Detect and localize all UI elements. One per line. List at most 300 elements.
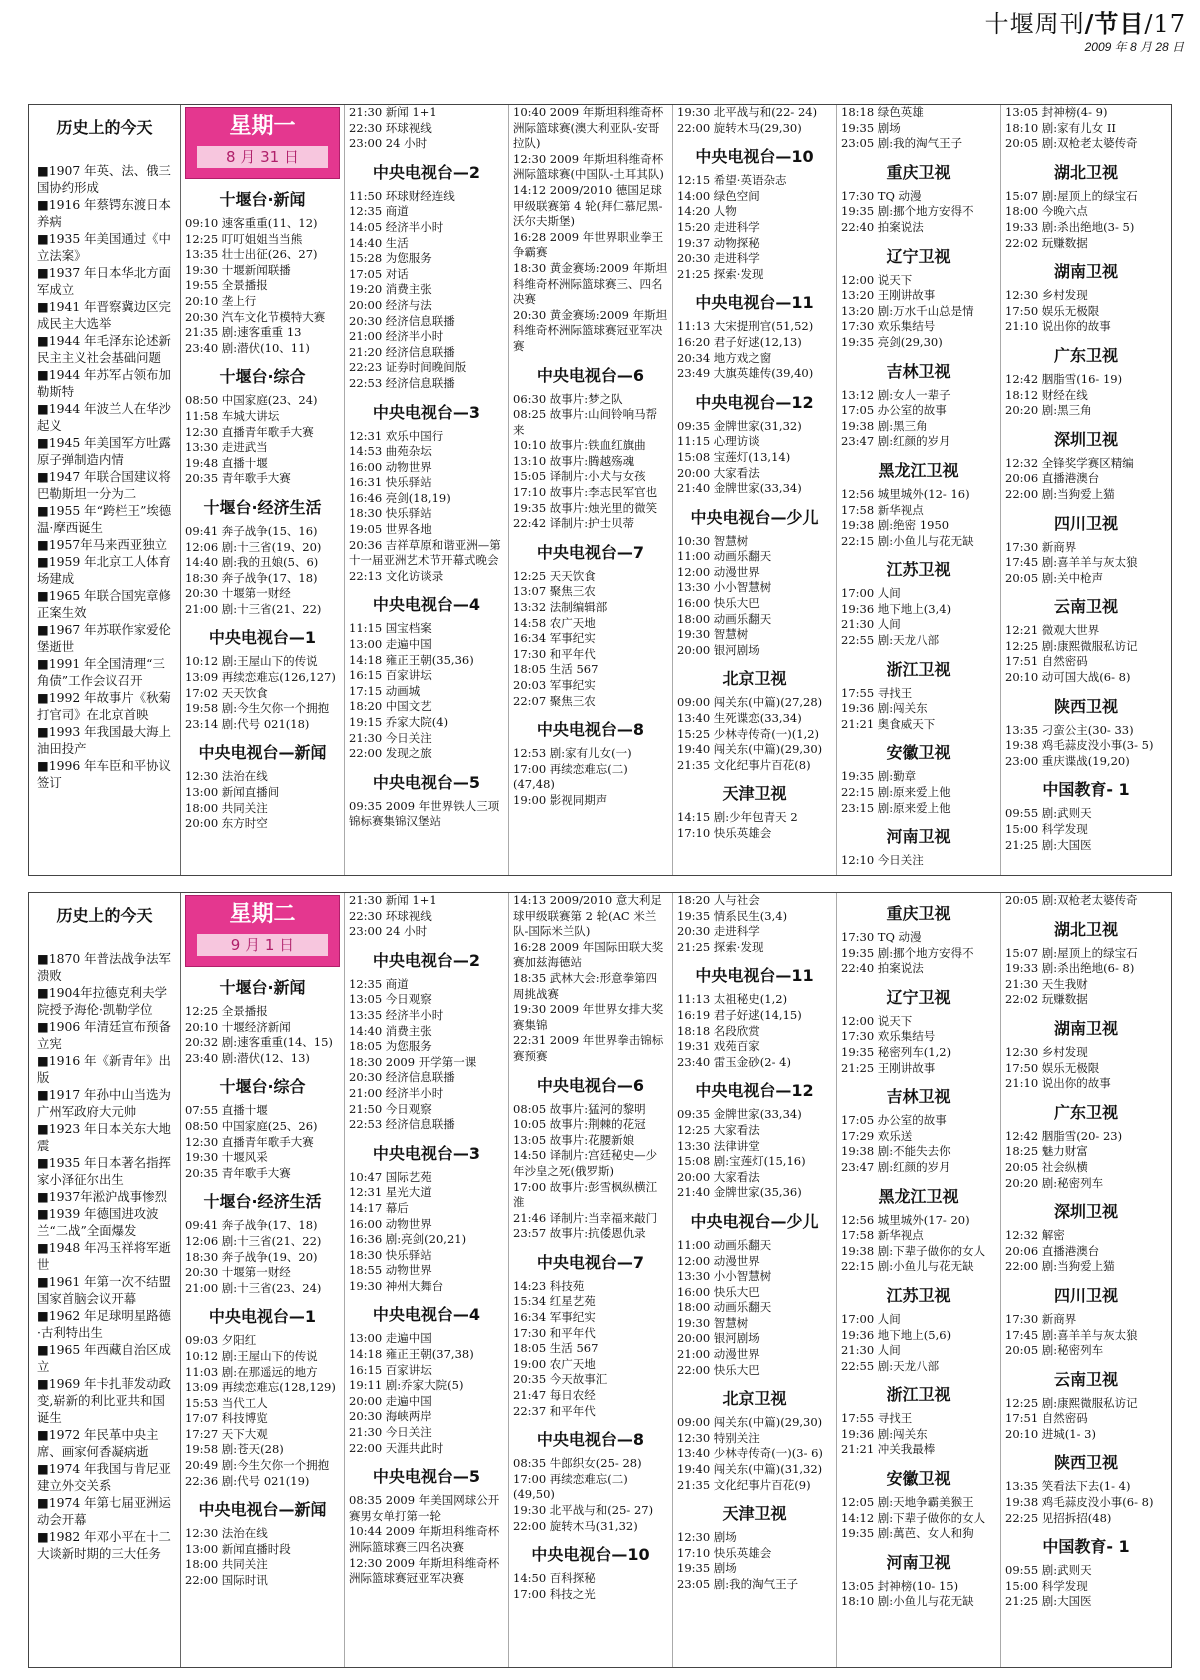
program-listing: 20:05 剧:双枪老太婆传奇 <box>1005 893 1138 907</box>
program-listing: 13:40 生死谍恋(33,34) <box>677 711 802 726</box>
program-listing: 12:15 希望·英语杂志 <box>677 173 787 188</box>
program-listing: 18:00 今晚六点 <box>1005 204 1088 219</box>
program-listing: 23:49 大旗英雄传(39,40) <box>677 366 814 381</box>
program-listing: 14:40 剧:我的丑娘(5、6) <box>185 555 319 570</box>
program-listing: 18:05 为您服务 <box>349 1039 432 1054</box>
history-item: ■1944 年苏军占领布加勒斯特 <box>37 367 171 399</box>
program-listing: 12:00 动漫世界 <box>677 1253 760 1268</box>
channel-heading: 中央电视台—4 <box>372 595 481 615</box>
program-listing: 19:38 鸡毛蒜皮没小事(3- 5) <box>1005 738 1154 753</box>
program-listing: 19:11 剧:乔家大院(5) <box>349 1378 464 1393</box>
history-item: ■1945 年美国军方吐露原子弹制造内情 <box>37 435 171 467</box>
history-item: ■1944 年毛泽东论述新民主主义社会基础问题 <box>37 333 171 365</box>
program-listing: 15:00 科学发现 <box>1005 822 1088 837</box>
program-listing: 22:00 剧:当狗爱上猫 <box>1005 1259 1115 1274</box>
program-listing: 20:20 剧:秘密列车 <box>1005 1175 1104 1190</box>
history-item: ■1947 年联合国建议将巴勒斯坦一分为二 <box>37 469 171 501</box>
program-listing: 18:30 快乐驿站 <box>349 506 432 521</box>
program-listing: 21:20 经济信息联播 <box>349 344 455 359</box>
program-listing: 20:35 青年歌手大赛 <box>185 471 291 486</box>
weekday-label: 星期一 <box>229 114 296 139</box>
schedule-column <box>181 105 345 875</box>
program-listing: 21:35 文化纪事片百花(9) <box>677 1477 811 1492</box>
program-listing: 14:18 雍正王朝(35,36) <box>349 652 474 667</box>
program-listing: 17:30 新商界 <box>1005 1311 1077 1326</box>
history-item: ■1937年淞沪战事惨烈 <box>37 1189 167 1204</box>
program-listing: 22:25 见招拆招(48) <box>1005 1510 1112 1525</box>
program-listing: 10:12 剧:王屋山下的传说 <box>185 1348 318 1363</box>
channel-heading: 辽宁卫视 <box>886 987 951 1007</box>
program-listing: 19:30 北平战与和(25- 27) <box>513 1503 654 1517</box>
channel-heading: 中央电视台—12 <box>695 392 814 412</box>
program-listing: 22:00 国际时讯 <box>185 1573 268 1588</box>
program-listing: 14:00 绿色空间 <box>677 188 760 203</box>
program-listing: 19:38 剧:不能失去你 <box>841 1144 951 1159</box>
weekday-label: 星期二 <box>229 902 296 927</box>
program-listing: 13:20 剧:万水千山总是情 <box>841 303 974 318</box>
program-listing: 17:58 新华视点 <box>841 1228 924 1243</box>
program-listing: 09:55 剧:武则天 <box>1005 806 1092 821</box>
program-listing: 18:00 共同关注 <box>185 800 268 815</box>
program-listing: 10:30 智慧树 <box>677 533 749 548</box>
program-listing: 15:05 译制片:小犬与女孩 <box>513 469 646 484</box>
program-listing: 18:20 中国文艺 <box>349 699 432 714</box>
paper-name: 十堰周刊 <box>984 10 1085 38</box>
schedule-column <box>345 893 509 1667</box>
program-listing: 19:48 直播十堰 <box>185 455 268 470</box>
program-listing: 17:00 人间 <box>841 1311 901 1326</box>
history-item: ■1939 年德国进攻波兰“二战”全面爆发 <box>37 1206 159 1238</box>
program-listing: 19:35 剧场 <box>677 1561 737 1576</box>
program-listing: 11:15 心理访谈 <box>677 434 760 449</box>
program-listing: 21:46 译制片:当幸福来敲门 <box>513 1210 658 1225</box>
program-listing: 19:30 智慧树 <box>677 1315 749 1330</box>
program-listing: 14:50 百科探秘 <box>513 1571 596 1586</box>
program-listing: 23:40 雷玉金砂(2- 4) <box>677 1054 791 1069</box>
program-listing: 19:00 农广天地 <box>513 1356 596 1371</box>
program-listing: 21:00 剧:十三省(23、24) <box>185 1280 322 1295</box>
history-item: ■1917 年孙中山当选为广州军政府大元帅 <box>37 1087 171 1119</box>
program-listing: 23:57 故事片:抗倭恩仇录 <box>513 1226 646 1241</box>
program-listing: 11:00 动画乐翻天 <box>677 549 772 564</box>
program-listing: 09:35 金牌世家(33,34) <box>677 1107 802 1122</box>
history-item: ■1944 年波兰人在华沙起义 <box>37 401 171 433</box>
program-listing: 19:30 2009 年世界女排大奖赛集锦 <box>513 1002 664 1032</box>
program-listing: 17:30 欢乐集结号 <box>841 1029 936 1044</box>
program-listing: 10:10 故事片:铁血红旗曲 <box>513 438 646 453</box>
program-listing: 23:40 剧:潜伏(10、11) <box>185 340 310 355</box>
program-listing: 12:42 胭脂雪(20- 23) <box>1005 1128 1123 1143</box>
program-listing: 18:55 动物世界 <box>349 1263 432 1278</box>
program-listing: 17:27 天下大观 <box>185 1426 268 1441</box>
program-listing: 20:30 走进科学 <box>677 924 760 939</box>
program-listing: 17:50 娱乐无极限 <box>1005 303 1100 318</box>
day-badge <box>185 895 340 967</box>
program-listing: 16:46 亮剑(18,19) <box>349 490 451 505</box>
program-listing: 13:07 聚焦三农 <box>513 584 596 599</box>
program-listing: 15:20 走进科学 <box>677 219 760 234</box>
program-listing: 12:21 微观大世界 <box>1005 623 1100 638</box>
program-listing: 09:35 金牌世家(31,32) <box>677 418 802 433</box>
program-listing: 20:00 大家看法 <box>677 465 760 480</box>
program-listing: 22:55 剧:天龙八部 <box>841 633 940 648</box>
program-listing: 18:20 人与社会 <box>677 893 760 907</box>
program-listing: 10:05 故事片:荆棘的花冠 <box>513 1117 646 1132</box>
history-item: ■1916 年蔡锷东渡日本养病 <box>37 197 171 229</box>
history-item: ■1969 年卡扎菲发动政变,崭新的利比亚共和国诞生 <box>37 1376 171 1425</box>
program-listing: 12:30 乡村发现 <box>1005 288 1088 303</box>
program-listing: 10:40 2009 年斯坦科维奇杯洲际篮球赛(澳大利亚队-安哥拉队) <box>513 105 664 151</box>
program-listing: 19:38 鸡毛蒜皮没小事(6- 8) <box>1005 1495 1154 1510</box>
program-listing: 13:30 小小智慧树 <box>677 580 772 595</box>
program-listing: 20:03 军事纪实 <box>513 678 596 692</box>
program-listing: 19:33 剧:杀出绝地(3- 5) <box>1005 219 1135 234</box>
channel-heading: 中央电视台—2 <box>372 162 481 182</box>
program-listing: 13:35 刁蛮公主(30- 33) <box>1005 722 1134 737</box>
program-listing: 13:12 剧:女人一辈子 <box>841 387 951 402</box>
program-listing: 10:12 剧:王屋山下的传说 <box>185 654 318 669</box>
program-listing: 17:10 故事片:李志民军官也 <box>513 485 658 500</box>
program-listing: 22:30 环球视线 <box>349 908 432 923</box>
program-listing: 14:50 译制片:宫廷秘史—少年沙皇之死(俄罗斯) <box>513 1148 658 1178</box>
program-listing: 14:40 消费主张 <box>349 1023 432 1038</box>
program-listing: 12:10 今日关注 <box>841 853 924 868</box>
program-listing: 13:00 走遍中国 <box>349 637 432 652</box>
program-listing: 20:00 大家看法 <box>677 1169 760 1184</box>
program-listing: 23:47 剧:红颜的岁月 <box>841 1159 951 1174</box>
channel-heading: 中央电视台—1 <box>208 628 317 648</box>
program-listing: 12:32 全锋奖学赛区精编 <box>1005 455 1134 470</box>
program-listing: 20:49 剧:今生欠你一个拥抱 <box>185 1458 330 1473</box>
program-listing: 12:00 动漫世界 <box>677 564 760 579</box>
channel-heading: 重庆卫视 <box>886 904 951 923</box>
program-listing: 13:32 法制编辑部 <box>513 600 608 615</box>
channel-heading: 中央电视台—4 <box>372 1305 481 1325</box>
program-listing: 12:06 剧:十三省(19、20) <box>185 539 322 554</box>
program-listing: 10:47 国际艺苑 <box>349 1169 432 1184</box>
program-listing: 22:15 剧:原来爱上他 <box>841 785 951 800</box>
program-listing: 21:00 经济半小时 <box>349 329 444 344</box>
program-listing: 15:34 红星艺苑 <box>513 1294 596 1309</box>
program-listing: 16:31 快乐驿站 <box>349 475 432 490</box>
channel-heading: 湖南卫视 <box>1053 1018 1118 1038</box>
program-listing: 19:35 剧:勤章 <box>841 769 917 784</box>
program-listing: 17:55 寻找王 <box>841 1411 913 1426</box>
program-listing: 16:34 军事纪实 <box>513 631 596 646</box>
program-listing: 16:36 剧:亮剑(20,21) <box>349 1232 467 1247</box>
program-listing: 12:30 剧场 <box>677 1530 737 1545</box>
program-listing: 19:05 世界各地 <box>349 522 432 537</box>
page-header <box>0 0 1200 60</box>
program-listing: 17:55 寻找王 <box>841 685 913 700</box>
program-listing: 11:13 大宋提刑官(51,52) <box>677 319 814 334</box>
program-listing: 22:36 剧:代号 021(19) <box>185 1473 310 1488</box>
program-listing: 14:53 曲苑杂坛 <box>349 444 432 459</box>
program-listing: 23:00 24 小时 <box>349 924 428 939</box>
program-listing: 12:25 叮叮姐姐当当熊 <box>185 231 303 246</box>
program-listing: 12:00 说天下 <box>841 1013 913 1028</box>
program-listing: 19:35 秘密列车(1,2) <box>841 1044 952 1059</box>
program-listing: 18:05 生活 567 <box>513 1341 599 1356</box>
history-item: ■1935 年美国通过《中立法案》 <box>37 231 171 263</box>
schedule-section-tuesday <box>28 892 1172 1668</box>
program-listing: 20:32 剧:速客重重(14、15) <box>185 1035 333 1050</box>
program-listing: 20:36 吉祥草原和谐亚洲—第十一届亚洲艺术节开幕式晚会 <box>349 537 501 568</box>
channel-heading: 中央电视台—12 <box>695 1081 814 1101</box>
program-listing: 08:50 中国家庭(25、26) <box>185 1118 318 1133</box>
program-listing: 18:10 剧:小鱼儿与花无缺 <box>841 1594 974 1609</box>
channel-heading: 中央电视台—7 <box>536 542 645 562</box>
program-listing: 21:30 今日关注 <box>349 1425 432 1440</box>
program-listing: 18:30 快乐驿站 <box>349 1247 432 1262</box>
channel-heading: 湖北卫视 <box>1053 162 1118 182</box>
program-listing: 22:02 玩赚数据 <box>1005 235 1088 250</box>
program-listing: 17:02 天天饮食 <box>185 685 268 700</box>
program-listing: 16:15 百家讲坛 <box>349 1362 432 1377</box>
program-listing: 19:35 故事片:烛光里的微笑 <box>513 500 658 515</box>
history-item: ■1991 年全国清理“三角债”工作会议召开 <box>37 656 165 688</box>
program-listing: 12:30 2009 年斯坦科维奇杯洲际篮球赛冠亚军决赛 <box>349 1555 500 1586</box>
channel-heading: 中国教育- 1 <box>1042 780 1130 800</box>
channel-heading: 中央电视台—1 <box>208 1307 317 1327</box>
program-listing: 19:35 剧:挪个地方安得不 <box>841 945 974 960</box>
program-listing: 19:40 闯关东(中篇)(31,32) <box>677 1462 823 1477</box>
program-listing: 23:05 剧:我的淘气王子 <box>677 1577 799 1591</box>
program-listing: 17:15 动画城 <box>349 683 421 698</box>
program-listing: 19:40 闯关东(中篇)(29,30) <box>677 742 823 757</box>
program-listing: 17:30 和平年代 <box>513 1325 596 1340</box>
program-listing: 19:37 动物探秘 <box>677 235 760 250</box>
program-listing: 17:00 再续恋难忘(二)(47,48) <box>513 761 628 792</box>
program-listing: 22:23 证券时间晚间版 <box>349 360 467 375</box>
day-date-label: 8 月 31 日 <box>197 146 329 168</box>
program-listing: 06:30 故事片:梦之队 <box>513 391 623 406</box>
history-item: ■1948 年冯玉祥将军逝世 <box>37 1240 171 1272</box>
program-listing: 18:30 奔子战争(17、18) <box>185 570 318 585</box>
channel-heading: 黑龙江卫视 <box>878 1186 959 1206</box>
program-listing: 12:25 剧:康熙微服私访记 <box>1005 1395 1138 1410</box>
program-listing: 22:00 发现之旅 <box>349 746 432 761</box>
channel-heading: 十堰台·新闻 <box>219 978 306 997</box>
program-listing: 17:58 新华视点 <box>841 502 924 517</box>
program-listing: 19:30 北平战与和(22- 24) <box>677 105 818 119</box>
program-listing: 21:30 天生我财 <box>1005 976 1088 991</box>
program-listing: 12:30 特别关注 <box>677 1430 760 1445</box>
program-listing: 21:25 探索·发现 <box>677 939 764 954</box>
program-listing: 21:40 金牌世家(33,34) <box>677 481 802 496</box>
program-listing: 17:29 欢乐送 <box>841 1128 913 1143</box>
program-listing: 14:12 2009/2010 德国足球甲级联赛第 4 轮(拜仁慕尼黑-沃尔夫斯堡) <box>513 182 663 229</box>
channel-heading: 中央电视台—3 <box>372 402 481 422</box>
program-listing: 09:55 剧:武则天 <box>1005 1563 1092 1578</box>
schedule-column <box>509 893 673 1667</box>
program-listing: 19:35 亮剑(29,30) <box>841 334 943 349</box>
program-listing: 20:05 社会纵横 <box>1005 1159 1088 1174</box>
program-listing: 15:08 宝莲灯(13,14) <box>677 449 791 464</box>
program-listing: 13:35 壮士出征(26、27) <box>185 247 318 262</box>
program-listing: 16:00 动物世界 <box>349 1216 432 1231</box>
program-listing: 17:30 新商界 <box>1005 539 1077 554</box>
program-listing: 13:30 走进武当 <box>185 440 268 455</box>
channel-heading: 天津卫视 <box>722 784 787 804</box>
program-listing: 23:00 24 小时 <box>349 136 428 151</box>
program-listing: 20:34 地方戏之窗 <box>677 350 772 365</box>
channel-heading: 云南卫视 <box>1053 597 1118 617</box>
program-listing: 13:09 再续恋难忘(128,129) <box>185 1380 336 1395</box>
channel-heading: 中央电视台—少儿 <box>690 507 819 527</box>
program-listing: 07:55 直播十堰 <box>185 1103 268 1118</box>
program-listing: 18:12 财经在线 <box>1005 387 1088 402</box>
channel-heading: 吉林卫视 <box>886 1087 951 1107</box>
program-listing: 19:33 剧:杀出绝地(6- 8) <box>1005 961 1135 976</box>
program-listing: 13:00 新闻直播间 <box>185 785 280 800</box>
issue-date: 2009 年 8 月 28 日 <box>1084 40 1184 54</box>
program-listing: 20:06 直播港澳台 <box>1005 471 1100 486</box>
history-panel <box>29 893 181 1667</box>
program-listing: 13:05 今日观察 <box>349 992 432 1007</box>
channel-heading: 广东卫视 <box>1053 345 1118 365</box>
program-listing: 13:30 小小智慧树 <box>677 1269 772 1284</box>
program-listing: 20:20 剧:黑三角 <box>1005 403 1092 418</box>
program-listing: 23:47 剧:红颜的岁月 <box>841 434 951 449</box>
program-listing: 19:30 神州大舞台 <box>349 1278 444 1293</box>
program-listing: 12:30 法治在线 <box>185 769 268 784</box>
history-item: ■1965 年西藏自治区成立 <box>37 1342 171 1374</box>
program-listing: 12:30 2009 年斯坦科维奇杯洲际篮球赛(中国队-土耳其队) <box>513 151 664 182</box>
channel-heading: 湖北卫视 <box>1053 919 1118 939</box>
program-listing: 19:38 剧:下辈子做你的女人 <box>841 1243 986 1258</box>
program-listing: 12:35 商道 <box>349 976 409 991</box>
header-title: 十堰周刊/节目/17 <box>984 9 1186 38</box>
program-listing: 18:30 黄金赛场:2009 年斯坦科维奇杯洲际篮球赛三、四名决赛 <box>513 260 668 307</box>
program-listing: 21:00 剧:十三省(21、22) <box>185 601 322 616</box>
program-listing: 20:30 十堰第一财经 <box>185 586 291 601</box>
program-listing: 23:40 剧:潜伏(12、13) <box>185 1050 310 1065</box>
program-listing: 12:00 说天下 <box>841 272 913 287</box>
program-listing: 19:36 剧:闯关东 <box>841 701 928 716</box>
program-listing: 11:03 剧:在那遥远的地方 <box>185 1364 318 1379</box>
program-listing: 08:05 故事片:猛河的黎明 <box>513 1101 646 1116</box>
program-listing: 12:31 星光大道 <box>349 1185 432 1200</box>
history-item: ■1907 年英、法、俄三国协约形成 <box>37 163 171 195</box>
channel-heading: 中央电视台—5 <box>372 772 481 792</box>
channel-heading: 十堰台·经济生活 <box>203 1192 322 1212</box>
history-item: ■1906 年清廷宣布预备立宪 <box>37 1019 171 1051</box>
program-listing: 17:51 自然密码 <box>1005 654 1088 669</box>
program-listing: 13:05 故事片:花腰新娘 <box>513 1132 635 1147</box>
channel-heading: 深圳卫视 <box>1053 429 1118 449</box>
program-listing: 14:05 经济半小时 <box>349 219 444 234</box>
program-listing: 08:50 中国家庭(23、24) <box>185 393 318 408</box>
program-listing: 22:13 文化访谈录 <box>349 568 444 583</box>
history-item: ■1992 年故事片《秋菊打官司》在北京首映 <box>37 690 171 722</box>
program-listing: 20:00 走遍中国 <box>349 1393 432 1408</box>
program-listing: 18:10 剧:家有儿女 II <box>1005 120 1116 135</box>
history-item: ■1957年马来西亚独立 <box>37 537 167 552</box>
program-listing: 20:30 十堰第一财经 <box>185 1265 291 1280</box>
program-listing: 18:18 绿色英雄 <box>841 105 924 119</box>
program-listing: 21:30 今日关注 <box>349 730 432 745</box>
program-listing: 20:00 银河剧场 <box>677 642 760 657</box>
history-title: 历史上的今天 <box>56 906 153 925</box>
program-listing: 22:15 剧:小鱼儿与花无缺 <box>841 1259 974 1274</box>
program-listing: 21:00 动漫世界 <box>677 1347 760 1362</box>
program-listing: 18:25 魅力财富 <box>1005 1144 1088 1159</box>
program-listing: 13:09 再续恋难忘(126,127) <box>185 670 336 685</box>
program-listing: 19:36 剧:闯关东 <box>841 1426 928 1441</box>
program-listing: 17:51 自然密码 <box>1005 1411 1088 1426</box>
program-listing: 22:40 拍案说法 <box>841 219 924 234</box>
program-listing: 19:30 十堰风采 <box>185 1150 268 1165</box>
program-listing: 16:28 2009 年国际田联大奖赛加兹海德站 <box>513 939 664 970</box>
history-item: ■1941 年晋察冀边区完成民主大选举 <box>37 299 171 331</box>
program-listing: 11:13 太祖秘史(1,2) <box>677 992 788 1007</box>
channel-heading: 中央电视台—新闻 <box>198 743 327 763</box>
program-listing: 19:58 剧:今生欠你一个拥抱 <box>185 701 330 716</box>
program-listing: 20:05 剧:关中枪声 <box>1005 570 1104 585</box>
program-listing: 22:00 快乐大巴 <box>677 1362 760 1377</box>
program-listing: 14:40 生活 <box>349 235 409 250</box>
program-listing: 19:20 消费主张 <box>349 282 432 297</box>
program-listing: 14:18 雍正王朝(37,38) <box>349 1347 474 1362</box>
channel-heading: 中央电视台—5 <box>372 1467 481 1487</box>
program-listing: 15:25 少林寺传奇(一)(1,2) <box>677 726 820 741</box>
program-listing: 22:37 和平年代 <box>513 1403 596 1418</box>
channel-heading: 深圳卫视 <box>1053 1202 1118 1222</box>
program-listing: 22:02 玩赚数据 <box>1005 992 1088 1007</box>
history-panel <box>29 105 181 875</box>
program-listing: 15:53 当代工人 <box>185 1395 268 1410</box>
channel-heading: 江苏卫视 <box>886 1285 951 1305</box>
schedule-column <box>345 105 509 875</box>
channel-heading: 重庆卫视 <box>886 162 951 182</box>
program-listing: 21:30 人间 <box>841 617 901 632</box>
program-listing: 11:15 国宝档案 <box>349 621 432 636</box>
channel-heading: 中央电视台—8 <box>536 1430 645 1450</box>
channel-heading: 河南卫视 <box>886 1552 951 1572</box>
program-listing: 22:00 旋转木马(29,30) <box>677 120 802 135</box>
program-listing: 19:36 地下地上(3,4) <box>841 601 952 616</box>
program-listing: 20:35 今天故事汇 <box>513 1372 608 1387</box>
program-listing: 23:05 剧:我的淘气王子 <box>841 136 963 151</box>
program-listing: 12:42 胭脂雪(16- 19) <box>1005 371 1123 386</box>
program-listing: 09:03 夕阳红 <box>185 1333 257 1348</box>
channel-heading: 中央电视台—10 <box>695 147 814 167</box>
history-item: ■1959 年北京工人体育场建成 <box>37 554 171 586</box>
channel-heading: 广东卫视 <box>1053 1102 1118 1122</box>
program-listing: 16:20 君子好逑(12,13) <box>677 334 802 349</box>
channel-heading: 中央电视台—少儿 <box>690 1211 819 1231</box>
program-listing: 17:05 办公室的故事 <box>841 1113 947 1128</box>
program-listing: 13:05 封神榜(4- 9) <box>1005 105 1108 119</box>
channel-heading: 中央电视台—6 <box>536 1075 645 1095</box>
program-listing: 19:35 情系民生(3,4) <box>677 908 788 923</box>
program-listing: 18:30 奔子战争(19、20) <box>185 1249 318 1264</box>
history-item: ■1961 年第一次不结盟国家首脑会议开幕 <box>37 1274 171 1306</box>
program-listing: 13:00 走遍中国 <box>349 1331 432 1346</box>
program-listing: 10:44 2009 年斯坦科维奇杯洲际篮球赛三四名决赛 <box>349 1524 500 1554</box>
program-listing: 21:30 人间 <box>841 1343 901 1358</box>
program-listing: 12:56 城里城外(17- 20) <box>841 1212 970 1227</box>
program-listing: 17:00 再续恋难忘(二)(49,50) <box>513 1471 628 1502</box>
program-listing: 17:07 科技博览 <box>185 1411 268 1426</box>
program-listing: 18:00 动画乐翻天 <box>677 1300 772 1315</box>
program-listing: 19:31 戏苑百家 <box>677 1039 760 1054</box>
program-listing: 17:05 办公室的故事 <box>841 403 947 418</box>
program-listing: 22:42 译制片:护士贝蒂 <box>513 516 635 531</box>
program-listing: 12:06 剧:十三省(21、22) <box>185 1233 322 1248</box>
channel-heading: 河南卫视 <box>886 827 951 847</box>
